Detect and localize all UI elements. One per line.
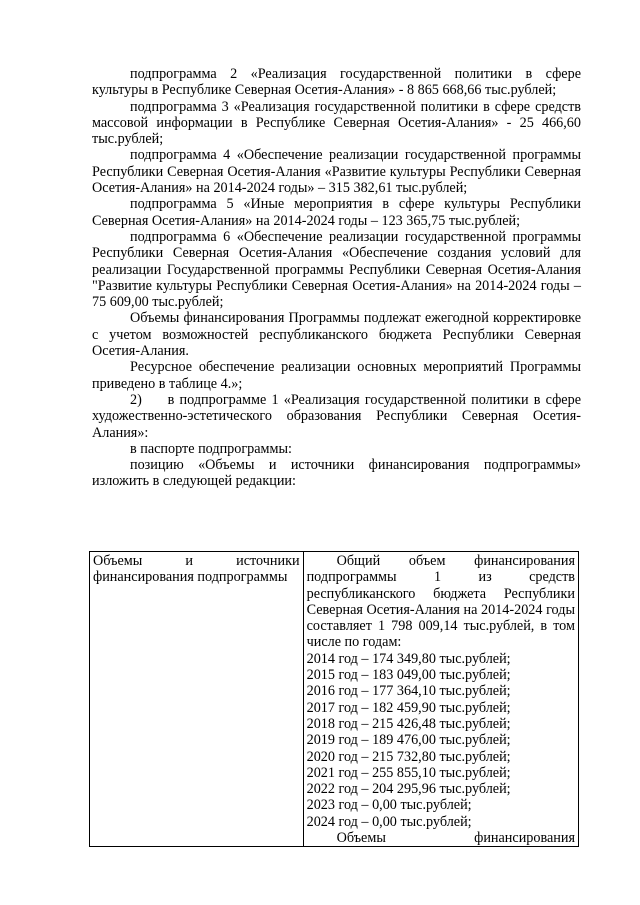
year-line: 2017 год – 182 459,90 тыс.рублей; — [306, 699, 511, 716]
year-line: 2019 год – 189 476,00 тыс.рублей; — [306, 732, 511, 749]
year-line: 2016 год – 177 364,10 тыс.рублей; — [306, 683, 511, 700]
funding-intro: Общий объем финансирования подпрограммы 1 из средств республиканского бюджета Республики Северная Осетия-Алания на 2014-2024 годы составляет 1 798 009,14 тыс.рублей, в том числе по годам: — [306, 553, 575, 651]
paragraph-resource-provision: Ресурсное обеспечение реализации основных мероприятий Программы приведено в таблице 4.»; — [92, 359, 581, 392]
table-cell-content — [303, 552, 578, 847]
paragraph-subprogram-6: подпрограмма 6 «Обеспечение реализации государственной программы Республики Северная Осетия-Алания «Обеспечение создания условий для реализации Государственной программы Республики Северная Осетия-Алания "Развитие культуры Республики Северная Осетия-Алания» на 2014-2024 годы – 75 609,00 тыс.рублей; — [92, 228, 581, 311]
paragraph-item-2: 2) в подпрограмме 1 «Реализация государственной политики в сфере художественно-эстетического образования Республики Северная Осетия-Алания»: — [92, 391, 581, 441]
paragraph-subprogram-4: подпрограмма 4 «Обеспечение реализации государственной программы Республики Северная Осетия-Алания «Развитие культуры Республики Северная Осетия-Алания» на 2014-2024 годы» – 315 382,61 тыс.рублей; — [92, 147, 581, 197]
paragraph-subprogram-2: подпрограмма 2 «Реализация государственной политики в сфере культуры в Республике Северная Осетия-Алания» - 8 865 668,66 тыс.рублей; — [92, 66, 581, 99]
year-line: 2022 год – 204 295,96 тыс.рублей; — [306, 781, 511, 798]
paragraph-subprogram-5: подпрограмма 5 «Иные мероприятия в сфере культуры Республики Северная Осетия-Алания» на 2014-2024 годы – 123 365,75 тыс.рублей; — [92, 196, 581, 229]
paragraph-funding-adjustment: Объемы финансирования Программы подлежат ежегодной корректировке с учетом возможностей республиканского бюджета Республики Северная Осетия-Алания. — [92, 310, 581, 360]
year-line: 2018 год – 215 426,48 тыс.рублей; — [306, 715, 511, 732]
funding-tail: Объемы финансирования — [336, 830, 575, 847]
year-line: 2020 год – 215 732,80 тыс.рублей; — [306, 748, 511, 765]
table-row — [90, 552, 579, 847]
year-line: 2015 год – 183 049,00 тыс.рублей; — [306, 667, 511, 684]
table-cell-label: Объемы и источники финансирования подпрограммы — [90, 552, 304, 847]
year-line: 2024 год – 0,00 тыс.рублей; — [306, 813, 472, 830]
paragraph-subprogram-3: подпрограмма 3 «Реализация государственной политики в сфере средств массовой информации в Республике Северная Осетия-Алания» - 25 466,60 тыс.рублей; — [92, 98, 581, 148]
document-body — [92, 66, 581, 490]
paragraph-position: позицию «Объемы и источники финансирования подпрограммы» изложить в следующей редакции: — [92, 457, 581, 490]
year-line: 2023 год – 0,00 тыс.рублей; — [306, 797, 472, 814]
paragraph-passport: в паспорте подпрограммы: — [130, 440, 292, 457]
year-line: 2014 год – 174 349,80 тыс.рублей; — [306, 650, 511, 667]
year-line: 2021 год – 255 855,10 тыс.рублей; — [306, 764, 511, 781]
funding-table — [89, 551, 579, 847]
